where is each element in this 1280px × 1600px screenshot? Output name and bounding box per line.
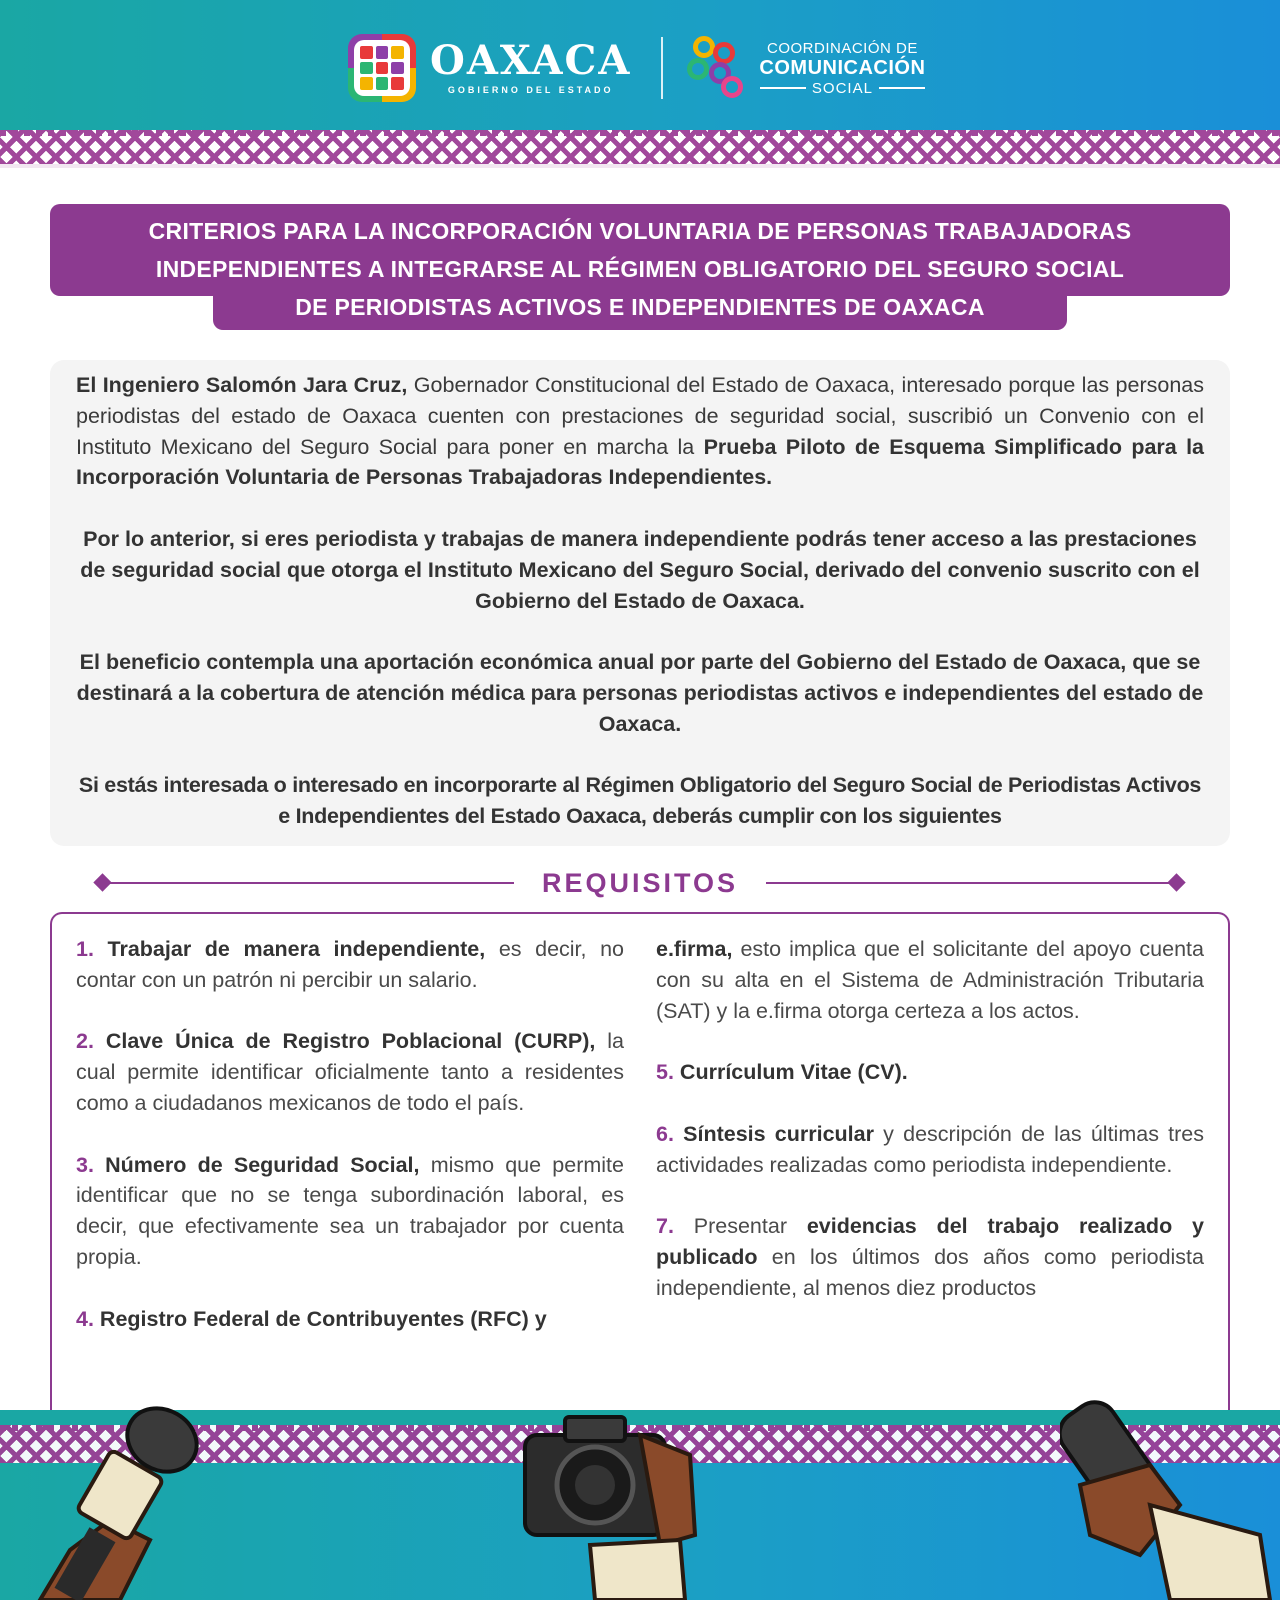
brand-title: OAXACA [430,37,632,84]
requisito-item-5: 5. Currículum Vitae (CV). [656,1060,908,1085]
cc-line1: COORDINACIÓN DE [766,39,918,57]
requisito-item-2: 2. Clave Única de Registro Poblacional (CURP), la cual permite identificar oficialmente tanto a residentes como a ciudadanos mexicanos de todo el país. [76,1029,624,1115]
intro-box [50,360,1230,846]
camera-hand-icon [520,1405,720,1600]
requisitos-box [50,912,1230,1432]
requisito-item-4-cont: e.firma, esto implica que el solicitante del apoyo cuenta con su alta en el Sistema de Administración Tributaria (SAT) y la e.firma otorga certeza a los actos. [656,937,1204,1023]
requisitos-column-left [76,934,624,1365]
requisitos-title: REQUISITOS [541,868,739,898]
requisito-item-4: 4. Registro Federal de Contribuyentes (RFC) y [76,1306,547,1331]
microphone-hand-icon [0,1400,240,1600]
brand-subtitle: GOBIERNO DEL ESTADO [447,85,614,95]
intro-paragraph-1: El Ingeniero Salomón Jara Cruz, Gobernador Constitucional del Estado de Oaxaca, interesado porque las personas periodistas del estado de Oaxaca cuenten con prestaciones de seguridad social, suscribió un Convenio con el Instituto Mexicano del Seguro Social para poner en marcha la Prueba Piloto de Esquema Simplificado para la Incorporación Voluntaria de Personas Trabajadoras Independientes. [76,373,1205,490]
requisitos-line-right [766,882,1176,884]
cc-line3: SOCIAL [759,80,925,97]
cc-line2: COMUNICACIÓN [759,56,926,79]
requisito-item-7: 7. Presentar evidencias del trabajo realizado y publicado en los últimos dos años como periodista independiente, al menos diez productos [656,1214,1204,1300]
diamond-right-icon [1167,873,1185,891]
requisitos-header [0,868,1280,898]
intro-paragraph-4: Si estás interesada o interesado en incorporarte al Régimen Obligatorio del Seguro Social de Periodistas Activos e Independientes del Estado Oaxaca, deberás cumplir con los siguientes [78,773,1202,829]
brand-logo [430,37,632,95]
header-banner [0,0,1280,130]
page-title: CRITERIOS PARA LA INCORPORACIÓN VOLUNTARIA DE PERSONAS TRABAJADORAS INDEPENDIENTES A INTEGRARSE AL RÉGIMEN OBLIGATORIO DEL SEGURO SOCIAL DE PERIODISTAS ACTIVOS E INDEPENDIENTES DE OAXACA [148,218,1132,320]
top-pattern-band [0,130,1280,168]
diamond-left-icon [93,873,111,891]
oaxaca-seal-icon [348,34,416,102]
requisitos-line-left [100,882,514,884]
intro-paragraph-2: Por lo anterior, si eres periodista y trabajas de manera independiente podrás tener acceso a las prestaciones de seguridad social que otorga el Instituto Mexicano del Seguro Social, derivado del convenio suscrito con el Gobierno del Estado de Oaxaca. [80,526,1200,613]
communication-logo-icon [687,36,745,100]
requisito-item-1: 1. Trabajar de manera independiente, es decir, no contar con un patrón ni percibir un salario. [76,937,624,992]
recorder-hand-icon [1060,1395,1280,1600]
requisitos-column-right [656,934,1204,1334]
communication-logo-text [759,40,925,97]
requisito-item-6: 6. Síntesis curricular y descripción de las últimas tres actividades realizadas como periodista independiente. [656,1121,1204,1177]
requisito-item-3: 3. Número de Seguridad Social, mismo que permite identificar que no se tenga subordinación laboral, es decir, que efectivamente sea un trabajador por cuenta propia. [76,1152,624,1269]
logo-group [348,32,925,104]
logo-divider [661,37,663,99]
intro-paragraph-3: El beneficio contempla una aportación económica anual por parte del Gobierno del Estado de Oaxaca, que se destinará a la cobertura de atención médica para personas periodistas activos e independientes del estado de Oaxaca. [76,650,1204,736]
